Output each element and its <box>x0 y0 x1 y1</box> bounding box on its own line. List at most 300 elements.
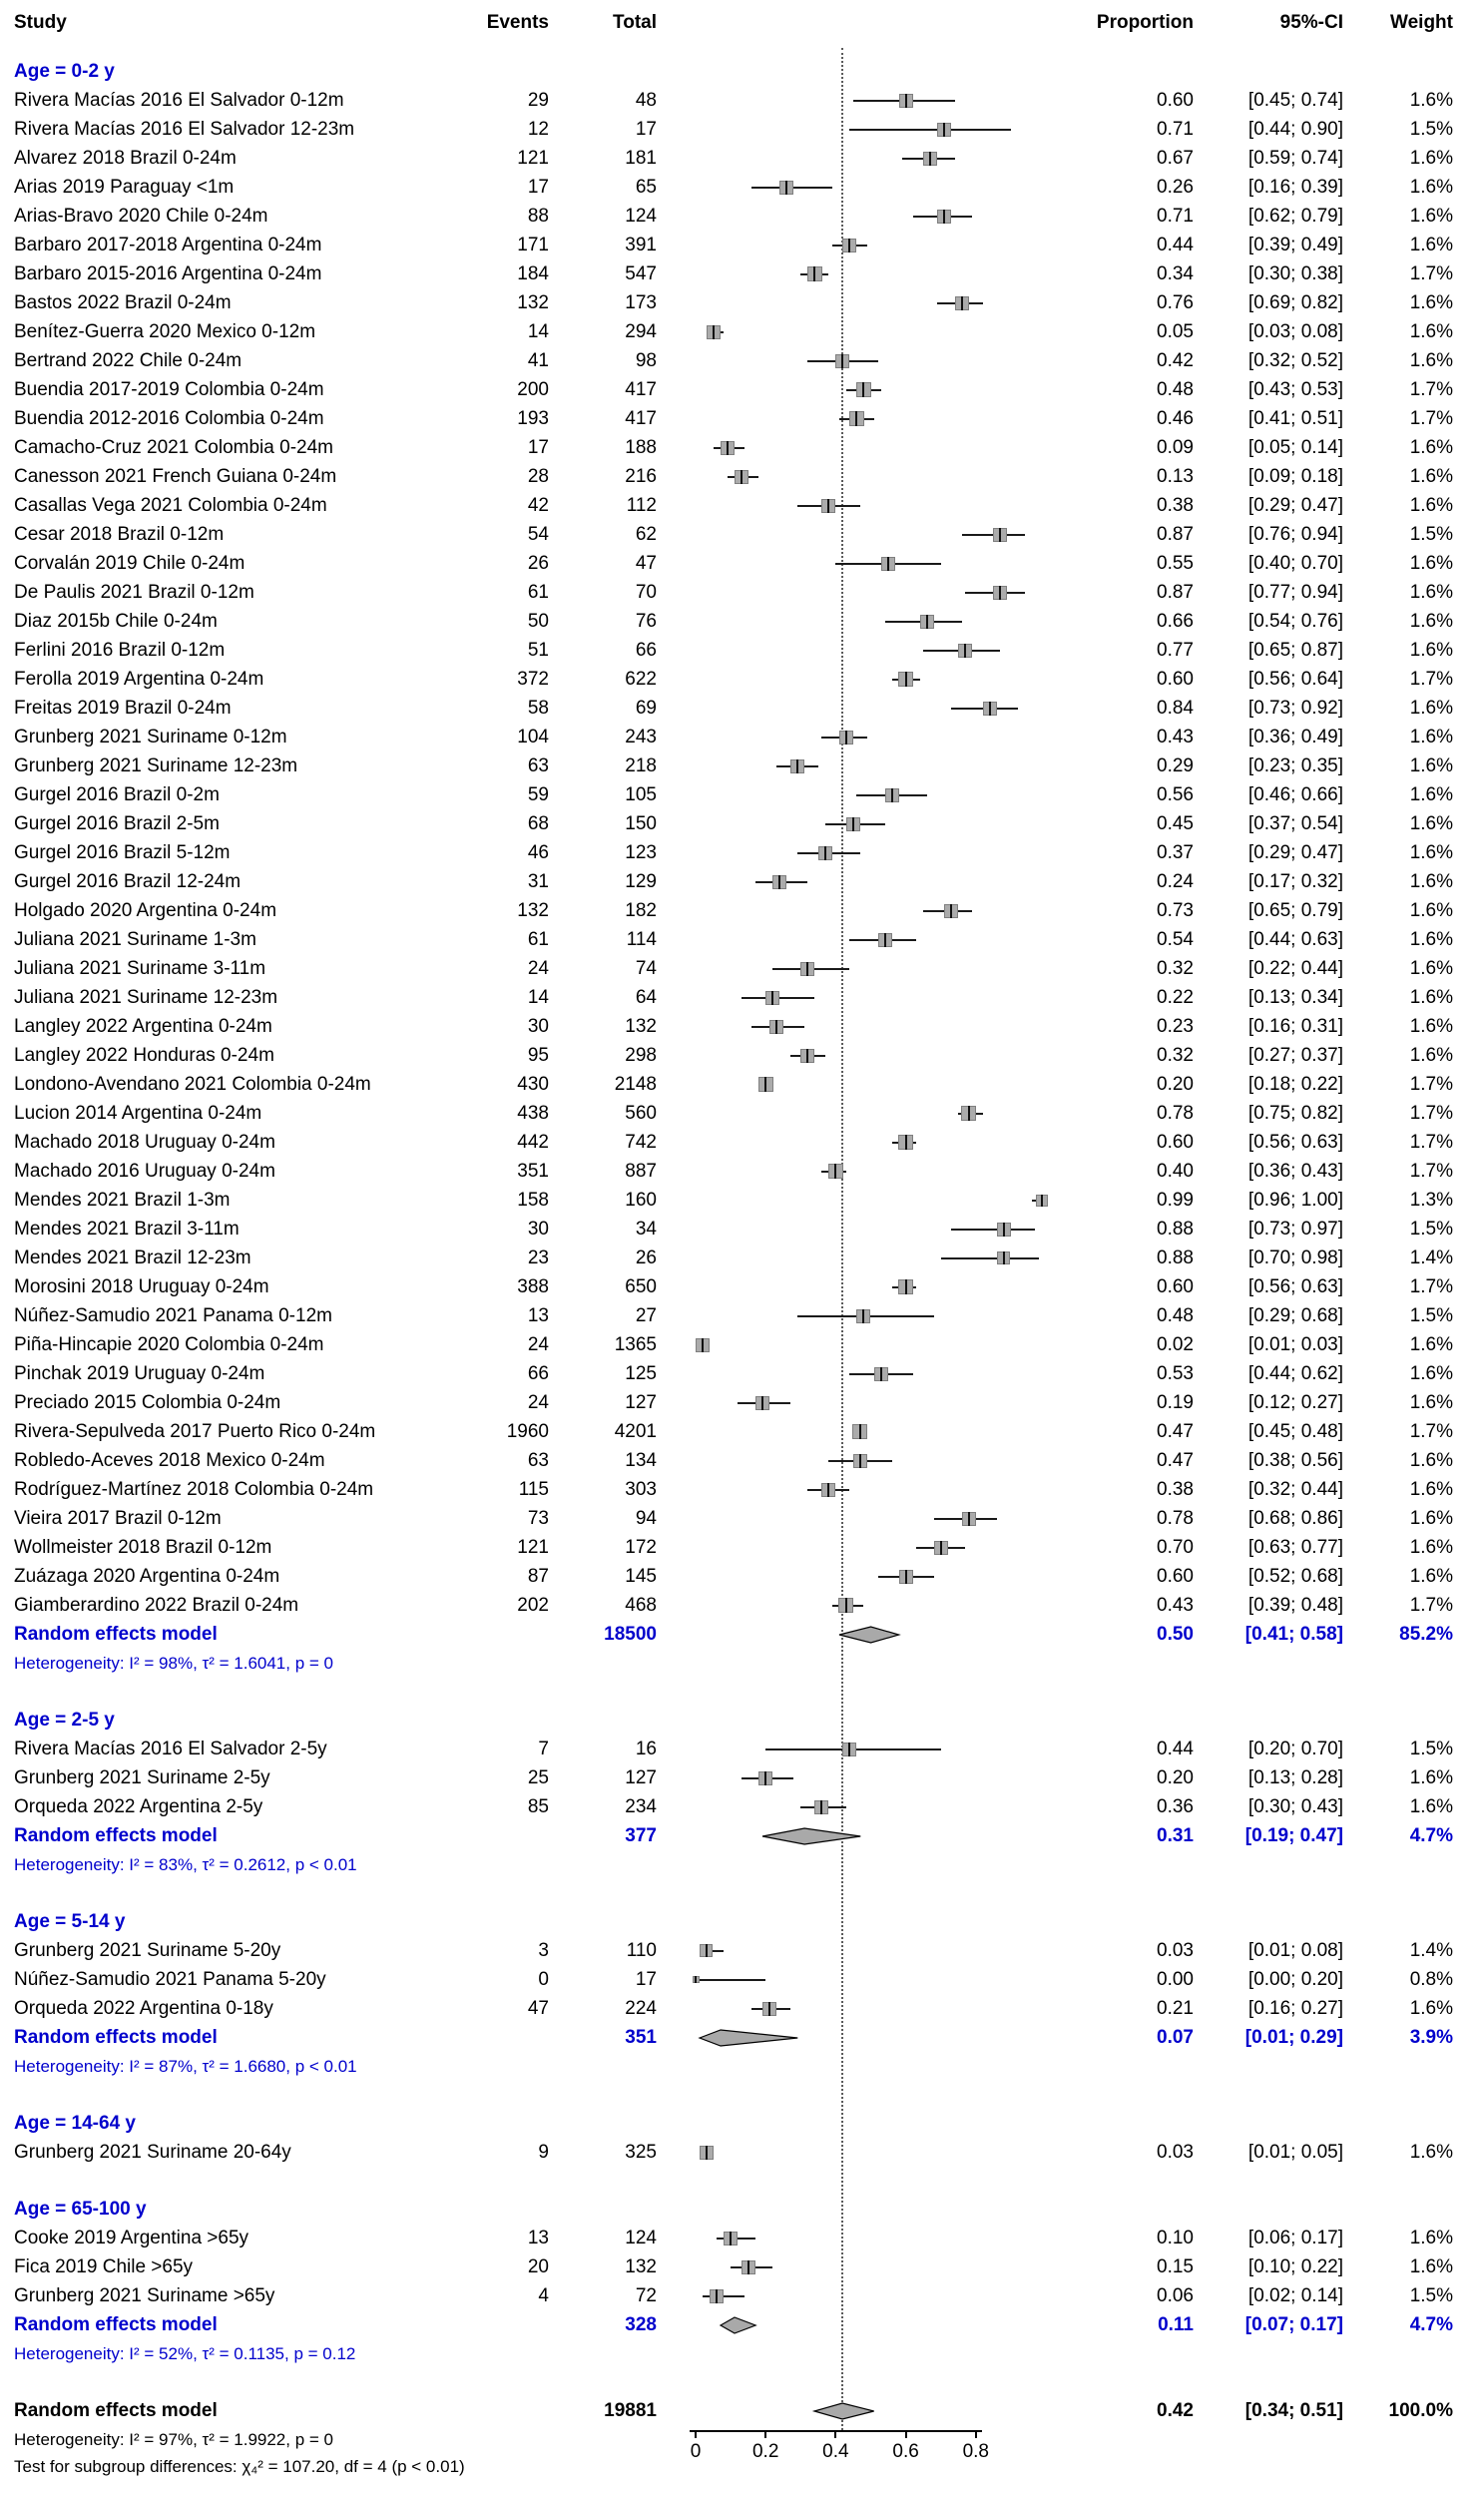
total-value: 105 <box>625 784 657 805</box>
events-value: 20 <box>527 2256 549 2277</box>
study-row <box>0 1157 1484 1186</box>
summary-row <box>0 1620 1484 1649</box>
estimate-tick <box>730 2232 732 2246</box>
ci-value: [0.23; 0.35] <box>1247 755 1343 776</box>
study-label: Freitas 2019 Brazil 0-24m <box>14 698 232 719</box>
proportion-value: 0.15 <box>1157 2256 1194 2277</box>
events-value: 58 <box>527 698 549 719</box>
estimate-tick <box>727 441 729 455</box>
study-label: Grunberg 2021 Suriname 0-12m <box>14 727 287 748</box>
total-value: 98 <box>635 350 657 371</box>
total-value: 298 <box>625 1045 657 1066</box>
total-value: 65 <box>635 177 657 198</box>
overall-weight: 100.0% <box>1388 2400 1453 2421</box>
proportion-value: 0.60 <box>1157 1276 1194 1297</box>
weight-value: 1.6% <box>1409 987 1453 1008</box>
summary-ci: [0.07; 0.17] <box>1244 2314 1343 2335</box>
estimate-tick <box>880 1367 882 1381</box>
weight-value: 1.6% <box>1409 582 1453 603</box>
ci-value: [0.56; 0.63] <box>1247 1276 1343 1297</box>
total-value: 127 <box>625 1392 657 1413</box>
ci-value: [0.39; 0.49] <box>1247 235 1343 255</box>
events-value: 7 <box>538 1739 549 1759</box>
ci-line <box>951 1229 1035 1231</box>
study-row <box>0 375 1484 404</box>
events-value: 4 <box>538 2285 549 2306</box>
weight-value: 1.6% <box>1409 1998 1453 2019</box>
weight-value: 1.7% <box>1409 1161 1453 1182</box>
summary-weight: 85.2% <box>1399 1624 1453 1645</box>
study-label: Ferolla 2019 Argentina 0-24m <box>14 669 264 690</box>
total-value: 547 <box>625 263 657 284</box>
estimate-tick <box>768 2002 770 2016</box>
proportion-value: 0.45 <box>1157 813 1194 834</box>
study-row <box>0 983 1484 1012</box>
x-axis-tick-label: 0.8 <box>962 2441 989 2462</box>
proportion-value: 0.21 <box>1157 1998 1194 2019</box>
estimate-tick <box>845 1598 847 1613</box>
summary-proportion: 0.07 <box>1157 2027 1194 2048</box>
study-label: Barbaro 2015-2016 Argentina 0-24m <box>14 263 322 284</box>
study-label: Londono-Avendano 2021 Colombia 0-24m <box>14 1074 371 1095</box>
study-row <box>0 1186 1484 1215</box>
estimate-tick <box>841 354 843 368</box>
total-value: 64 <box>635 987 657 1008</box>
x-axis-tick-label: 0 <box>690 2441 702 2462</box>
study-row <box>0 433 1484 462</box>
weight-value: 1.6% <box>1409 1767 1453 1788</box>
total-value: 650 <box>625 1276 657 1297</box>
group-heading-row <box>0 2195 1484 2224</box>
study-row <box>0 954 1484 983</box>
events-value: 351 <box>517 1161 549 1182</box>
total-value: 391 <box>625 235 657 255</box>
events-value: 88 <box>527 206 549 227</box>
total-value: 417 <box>625 408 657 429</box>
study-row <box>0 549 1484 578</box>
proportion-value: 0.87 <box>1157 524 1194 545</box>
proportion-value: 0.02 <box>1157 1334 1194 1355</box>
summary-ci: [0.19; 0.47] <box>1244 1825 1343 1846</box>
study-label: Gurgel 2016 Brazil 12-24m <box>14 871 242 892</box>
summary-label: Random effects model <box>14 2027 218 2048</box>
total-value: 16 <box>635 1739 657 1759</box>
group-heading: Age = 0-2 y <box>14 61 115 82</box>
ci-value: [0.96; 1.00] <box>1247 1190 1343 1211</box>
study-label: Langley 2022 Argentina 0-24m <box>14 1016 272 1037</box>
ci-value: [0.44; 0.90] <box>1247 119 1343 140</box>
study-row <box>0 259 1484 288</box>
summary-total: 18500 <box>604 1624 657 1645</box>
study-label: Bertrand 2022 Chile 0-24m <box>14 350 243 371</box>
weight-value: 1.6% <box>1409 2256 1453 2277</box>
weight-value: 1.6% <box>1409 1392 1453 1413</box>
study-label: Zuázaga 2020 Argentina 0-24m <box>14 1566 280 1587</box>
overall-total: 19881 <box>604 2400 657 2421</box>
weight-value: 1.6% <box>1409 1334 1453 1355</box>
study-row <box>0 1012 1484 1041</box>
ci-value: [0.13; 0.28] <box>1247 1767 1343 1788</box>
estimate-tick <box>950 904 952 918</box>
proportion-value: 0.38 <box>1157 495 1194 516</box>
summary-diamond <box>836 1626 902 1644</box>
weight-value: 1.4% <box>1409 1248 1453 1268</box>
proportion-value: 0.32 <box>1157 1045 1194 1066</box>
proportion-value: 0.48 <box>1157 1305 1194 1326</box>
events-value: 61 <box>527 582 549 603</box>
study-label: Gurgel 2016 Brazil 5-12m <box>14 842 231 863</box>
estimate-tick <box>764 1077 766 1092</box>
weight-value: 1.6% <box>1409 698 1453 719</box>
ci-value: [0.52; 0.68] <box>1247 1566 1343 1587</box>
study-row <box>0 288 1484 317</box>
proportion-value: 0.42 <box>1157 350 1194 371</box>
study-label: Juliana 2021 Suriname 12-23m <box>14 987 278 1008</box>
ci-value: [0.18; 0.22] <box>1247 1074 1343 1095</box>
summary-diamond <box>759 1827 863 1845</box>
weight-value: 1.7% <box>1409 1103 1453 1124</box>
events-value: 17 <box>527 177 549 198</box>
estimate-tick <box>940 1541 942 1555</box>
group-heading-row <box>0 1907 1484 1936</box>
events-value: 24 <box>527 958 549 979</box>
events-value: 200 <box>517 379 549 400</box>
weight-value: 1.7% <box>1409 379 1453 400</box>
weight-value: 1.6% <box>1409 2142 1453 2163</box>
study-row <box>0 346 1484 375</box>
weight-value: 1.6% <box>1409 2228 1453 2248</box>
study-label: Grunberg 2021 Suriname 2-5y <box>14 1767 270 1788</box>
study-row <box>0 1099 1484 1128</box>
ci-value: [0.16; 0.27] <box>1247 1998 1343 2019</box>
study-label: Ferlini 2016 Brazil 0-12m <box>14 640 226 661</box>
summary-total: 377 <box>625 1825 657 1846</box>
weight-value: 1.6% <box>1409 177 1453 198</box>
events-value: 115 <box>518 1479 549 1500</box>
estimate-tick <box>741 470 742 484</box>
events-value: 87 <box>527 1566 549 1587</box>
events-value: 95 <box>527 1045 549 1066</box>
total-value: 72 <box>635 2285 657 2306</box>
study-label: Lucion 2014 Argentina 0-24m <box>14 1103 262 1124</box>
ci-value: [0.03; 0.08] <box>1247 321 1343 342</box>
overall-heterogeneity-note: Heterogeneity: I² = 97%, τ² = 1.9922, p = 0 <box>14 2430 333 2449</box>
weight-value: 1.5% <box>1409 1219 1453 1240</box>
events-value: 132 <box>517 292 549 313</box>
events-value: 73 <box>527 1508 549 1529</box>
proportion-value: 0.23 <box>1157 1016 1194 1037</box>
weight-value: 1.6% <box>1409 321 1453 342</box>
ci-value: [0.59; 0.74] <box>1247 148 1343 169</box>
total-value: 887 <box>625 1161 657 1182</box>
study-row <box>0 202 1484 231</box>
weight-value: 1.7% <box>1409 1276 1453 1297</box>
forest-plot-rows <box>0 57 1484 2483</box>
events-value: 14 <box>527 321 549 342</box>
summary-total: 351 <box>625 2027 657 2048</box>
events-value: 13 <box>527 2228 549 2248</box>
study-label: Preciado 2015 Colombia 0-24m <box>14 1392 281 1413</box>
study-row <box>0 115 1484 144</box>
ci-value: [0.69; 0.82] <box>1247 292 1343 313</box>
estimate-tick <box>905 1570 907 1584</box>
study-row <box>0 317 1484 346</box>
events-value: 442 <box>517 1132 549 1153</box>
study-label: Fica 2019 Chile >65y <box>14 2256 194 2277</box>
estimate-tick <box>929 152 931 166</box>
estimate-tick <box>702 1338 704 1352</box>
study-row <box>0 2281 1484 2310</box>
col-header-events: Events <box>486 12 549 33</box>
ci-value: [0.16; 0.39] <box>1247 177 1343 198</box>
proportion-value: 0.26 <box>1157 177 1194 198</box>
ci-value: [0.13; 0.34] <box>1247 987 1343 1008</box>
proportion-value: 0.44 <box>1157 1739 1194 1759</box>
summary-label: Random effects model <box>14 1825 218 1846</box>
total-value: 173 <box>625 292 657 313</box>
estimate-tick <box>859 1454 861 1468</box>
proportion-value: 0.19 <box>1157 1392 1194 1413</box>
study-row <box>0 1591 1484 1620</box>
weight-value: 1.7% <box>1409 1595 1453 1616</box>
total-value: 132 <box>625 1016 657 1037</box>
proportion-value: 0.78 <box>1157 1103 1194 1124</box>
weight-value: 1.6% <box>1409 1450 1453 1471</box>
summary-proportion: 0.11 <box>1158 2314 1194 2335</box>
study-row <box>0 491 1484 520</box>
total-value: 188 <box>625 437 657 458</box>
study-row <box>0 1128 1484 1157</box>
ci-value: [0.02; 0.14] <box>1247 2285 1343 2306</box>
ci-value: [0.63; 0.77] <box>1247 1537 1343 1558</box>
ci-value: [0.45; 0.48] <box>1247 1421 1343 1442</box>
total-value: 172 <box>625 1537 657 1558</box>
total-value: 17 <box>635 119 657 140</box>
proportion-value: 0.54 <box>1157 929 1194 950</box>
events-value: 430 <box>517 1074 549 1095</box>
proportion-value: 0.05 <box>1157 321 1194 342</box>
events-value: 12 <box>527 119 549 140</box>
study-row <box>0 636 1484 665</box>
study-row <box>0 173 1484 202</box>
events-value: 1960 <box>506 1421 549 1442</box>
ci-value: [0.20; 0.70] <box>1247 1739 1343 1759</box>
estimate-tick <box>695 1976 697 1983</box>
ci-value: [0.70; 0.98] <box>1247 1248 1343 1268</box>
study-row <box>0 1533 1484 1562</box>
ci-value: [0.00; 0.20] <box>1247 1969 1343 1990</box>
study-label: Mendes 2021 Brazil 12-23m <box>14 1248 251 1268</box>
study-row <box>0 780 1484 809</box>
estimate-tick <box>806 962 808 976</box>
total-value: 4201 <box>614 1421 657 1442</box>
total-value: 127 <box>625 1767 657 1788</box>
study-label: Buendia 2012-2016 Colombia 0-24m <box>14 408 324 429</box>
total-value: 27 <box>635 1305 657 1326</box>
estimate-tick <box>884 933 886 947</box>
study-row <box>0 1359 1484 1388</box>
total-value: 94 <box>635 1508 657 1529</box>
total-value: 62 <box>635 524 657 545</box>
weight-value: 1.7% <box>1409 1132 1453 1153</box>
events-value: 202 <box>517 1595 549 1616</box>
events-value: 438 <box>517 1103 549 1124</box>
study-row <box>0 1936 1484 1965</box>
ci-value: [0.77; 0.94] <box>1247 582 1343 603</box>
proportion-value: 0.09 <box>1157 437 1194 458</box>
events-value: 26 <box>527 553 549 574</box>
study-row <box>0 896 1484 925</box>
events-value: 388 <box>517 1276 549 1297</box>
col-header-ci: 95%-CI <box>1279 12 1343 33</box>
events-value: 9 <box>538 2142 549 2163</box>
proportion-value: 0.88 <box>1157 1219 1194 1240</box>
study-label: Rivera-Sepulveda 2017 Puerto Rico 0-24m <box>14 1421 376 1442</box>
axis-zone <box>0 2425 1484 2483</box>
heterogeneity-row <box>0 1649 1484 1678</box>
proportion-value: 0.29 <box>1157 755 1194 776</box>
events-value: 23 <box>527 1248 549 1268</box>
estimate-tick <box>764 1771 766 1785</box>
summary-row <box>0 2310 1484 2339</box>
study-row <box>0 1735 1484 1763</box>
ci-line <box>696 1979 765 1981</box>
ci-value: [0.62; 0.79] <box>1247 206 1343 227</box>
study-row <box>0 578 1484 607</box>
proportion-value: 0.77 <box>1157 640 1194 661</box>
total-value: 218 <box>625 755 657 776</box>
total-value: 124 <box>625 2228 657 2248</box>
weight-value: 1.5% <box>1409 524 1453 545</box>
study-label: Grunberg 2021 Suriname 20-64y <box>14 2142 291 2163</box>
events-value: 63 <box>527 755 549 776</box>
total-value: 145 <box>625 1566 657 1587</box>
estimate-tick <box>1041 1195 1043 1207</box>
study-row <box>0 462 1484 491</box>
study-row <box>0 2224 1484 2252</box>
weight-value: 1.6% <box>1409 1363 1453 1384</box>
events-value: 25 <box>527 1767 549 1788</box>
study-label: Casallas Vega 2021 Colombia 0-24m <box>14 495 327 516</box>
total-value: 468 <box>625 1595 657 1616</box>
study-label: Arias 2019 Paraguay <1m <box>14 177 235 198</box>
study-label: Canesson 2021 French Guiana 0-24m <box>14 466 337 487</box>
study-label: Rodríguez-Martínez 2018 Colombia 0-24m <box>14 1479 374 1500</box>
estimate-tick <box>905 1135 907 1150</box>
study-row <box>0 1272 1484 1301</box>
ci-value: [0.44; 0.63] <box>1247 929 1343 950</box>
weight-value: 1.4% <box>1409 1940 1453 1961</box>
total-value: 417 <box>625 379 657 400</box>
ci-value: [0.01; 0.05] <box>1247 2142 1343 2163</box>
ci-value: [0.29; 0.47] <box>1247 495 1343 516</box>
summary-row <box>0 1821 1484 1850</box>
overall-label: Random effects model <box>14 2400 218 2421</box>
study-label: Vieira 2017 Brazil 0-12m <box>14 1508 222 1529</box>
total-value: 243 <box>625 727 657 748</box>
study-label: Benítez-Guerra 2020 Mexico 0-12m <box>14 321 316 342</box>
study-label: Gurgel 2016 Brazil 2-5m <box>14 813 220 834</box>
estimate-tick <box>999 528 1001 542</box>
proportion-value: 0.46 <box>1157 408 1194 429</box>
total-value: 303 <box>625 1479 657 1500</box>
ci-value: [0.45; 0.74] <box>1247 90 1343 111</box>
ci-line <box>849 129 1010 131</box>
total-value: 294 <box>625 321 657 342</box>
proportion-value: 0.60 <box>1157 669 1194 690</box>
ci-value: [0.39; 0.48] <box>1247 1595 1343 1616</box>
events-value: 31 <box>527 871 549 892</box>
proportion-value: 0.44 <box>1157 235 1194 255</box>
study-label: Cesar 2018 Brazil 0-12m <box>14 524 225 545</box>
estimate-tick <box>1003 1223 1005 1237</box>
ci-value: [0.06; 0.17] <box>1247 2228 1343 2248</box>
total-value: 150 <box>625 813 657 834</box>
subgroup-test-note: Test for subgroup differences: χ₄² = 107.20, df = 4 (p < 0.01) <box>14 2457 465 2476</box>
total-value: 114 <box>626 929 657 950</box>
study-label: Rivera Macías 2016 El Salvador 12-23m <box>14 119 355 140</box>
study-label: Núñez-Samudio 2021 Panama 0-12m <box>14 1305 332 1326</box>
weight-value: 1.6% <box>1409 900 1453 921</box>
weight-value: 1.6% <box>1409 1566 1453 1587</box>
ci-value: [0.32; 0.44] <box>1247 1479 1343 1500</box>
study-label: Orqueda 2022 Argentina 2-5y <box>14 1796 263 1817</box>
ci-value: [0.65; 0.79] <box>1247 900 1343 921</box>
events-value: 47 <box>527 1998 549 2019</box>
ci-value: [0.27; 0.37] <box>1247 1045 1343 1066</box>
ci-value: [0.46; 0.66] <box>1247 784 1343 805</box>
events-value: 132 <box>517 900 549 921</box>
total-value: 622 <box>625 669 657 690</box>
study-label: Núñez-Samudio 2021 Panama 5-20y <box>14 1969 326 1990</box>
weight-value: 1.6% <box>1409 553 1453 574</box>
weight-value: 1.6% <box>1409 813 1453 834</box>
proportion-value: 0.36 <box>1157 1796 1194 1817</box>
study-row <box>0 231 1484 259</box>
events-value: 24 <box>527 1334 549 1355</box>
weight-value: 1.6% <box>1409 206 1453 227</box>
study-label: Camacho-Cruz 2021 Colombia 0-24m <box>14 437 333 458</box>
group-heading-row <box>0 2109 1484 2138</box>
summary-label: Random effects model <box>14 2314 218 2335</box>
estimate-tick <box>834 1164 836 1179</box>
proportion-value: 0.67 <box>1157 148 1194 169</box>
proportion-value: 0.20 <box>1157 1767 1194 1788</box>
estimate-tick <box>761 1396 763 1410</box>
weight-value: 1.6% <box>1409 495 1453 516</box>
study-row <box>0 838 1484 867</box>
events-value: 85 <box>527 1796 549 1817</box>
proportion-value: 0.06 <box>1157 2285 1194 2306</box>
study-row <box>0 404 1484 433</box>
events-value: 184 <box>517 263 549 284</box>
estimate-tick <box>848 1743 850 1756</box>
x-axis-tick-label: 0.6 <box>892 2441 919 2462</box>
total-value: 69 <box>635 698 657 719</box>
events-value: 0 <box>538 1969 549 1990</box>
study-label: Robledo-Aceves 2018 Mexico 0-24m <box>14 1450 325 1471</box>
ci-value: [0.22; 0.44] <box>1247 958 1343 979</box>
study-label: Barbaro 2017-2018 Argentina 0-24m <box>14 235 322 255</box>
study-row <box>0 1994 1484 2023</box>
weight-value: 1.6% <box>1409 466 1453 487</box>
heterogeneity-row <box>0 2052 1484 2081</box>
study-row <box>0 520 1484 549</box>
study-row <box>0 1215 1484 1244</box>
study-row <box>0 1792 1484 1821</box>
events-value: 104 <box>517 727 549 748</box>
weight-value: 1.6% <box>1409 611 1453 632</box>
